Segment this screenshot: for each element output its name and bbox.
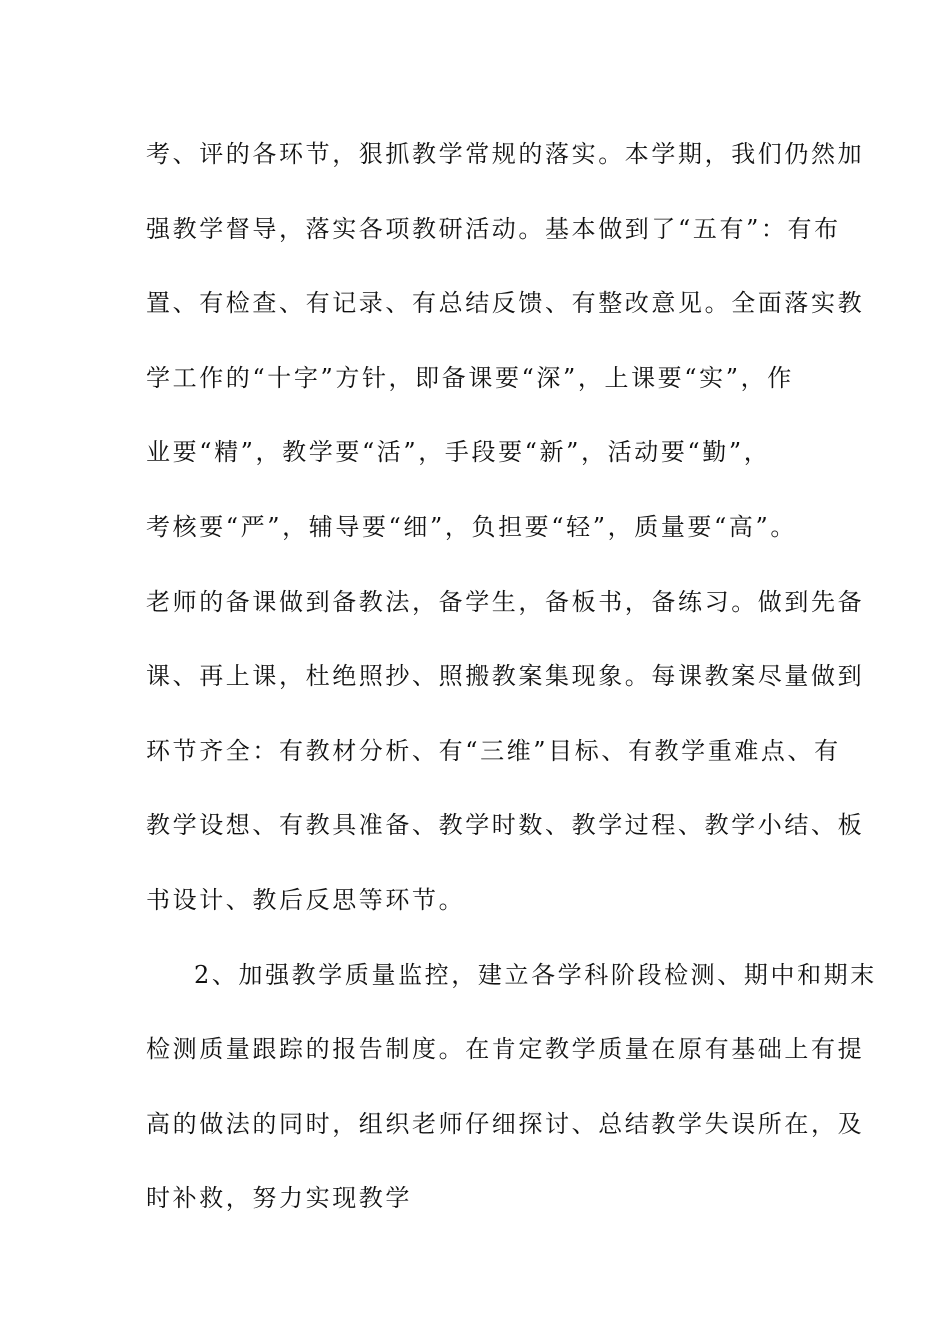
- text-line: 考核要“严”，辅导要“细”，负担要“轻”，质量要“高”。: [146, 512, 797, 541]
- text-line: 书设计、教后反思等环节。: [146, 885, 466, 914]
- text-line: 教学设想、有教具准备、教学时数、教学过程、教学小结、板: [146, 811, 865, 840]
- text-line: 强教学督导，落实各项教研活动。基本做到了“五有”：有布: [146, 214, 841, 243]
- text-line: 时补救，努力实现教学: [146, 1184, 412, 1213]
- paragraph-start-line: 2、加强教学质量监控，建立各学科阶段检测、期中和期末: [194, 960, 877, 989]
- text-line: 高的做法的同时，组织老师仔细探讨、总结教学失误所在，及: [146, 1109, 865, 1138]
- text-line: 课、再上课，杜绝照抄、照搬教案集现象。每课教案尽量做到: [146, 662, 865, 691]
- text-line: 置、有检查、有记录、有总结反馈、有整改意见。全面落实教: [146, 289, 865, 318]
- text-line: 环节齐全：有教材分析、有“三维”目标、有教学重难点、有: [146, 736, 841, 765]
- text-line: 考、评的各环节，狠抓教学常规的落实。本学期，我们仍然加: [146, 140, 865, 168]
- body-text: [146, 132, 877, 1251]
- text-line: 检测质量跟踪的报告制度。在肯定教学质量在原有基础上有提: [146, 1035, 865, 1064]
- text-line: 学工作的“十字”方针，即备课要“深”，上课要“实”，作: [146, 363, 794, 392]
- text-line: 老师的备课做到备教法，备学生，备板书，备练习。做到先备: [146, 587, 865, 616]
- text-line: 业要“精”，教学要“活”，手段要“新”，活动要“勤”，: [146, 438, 771, 467]
